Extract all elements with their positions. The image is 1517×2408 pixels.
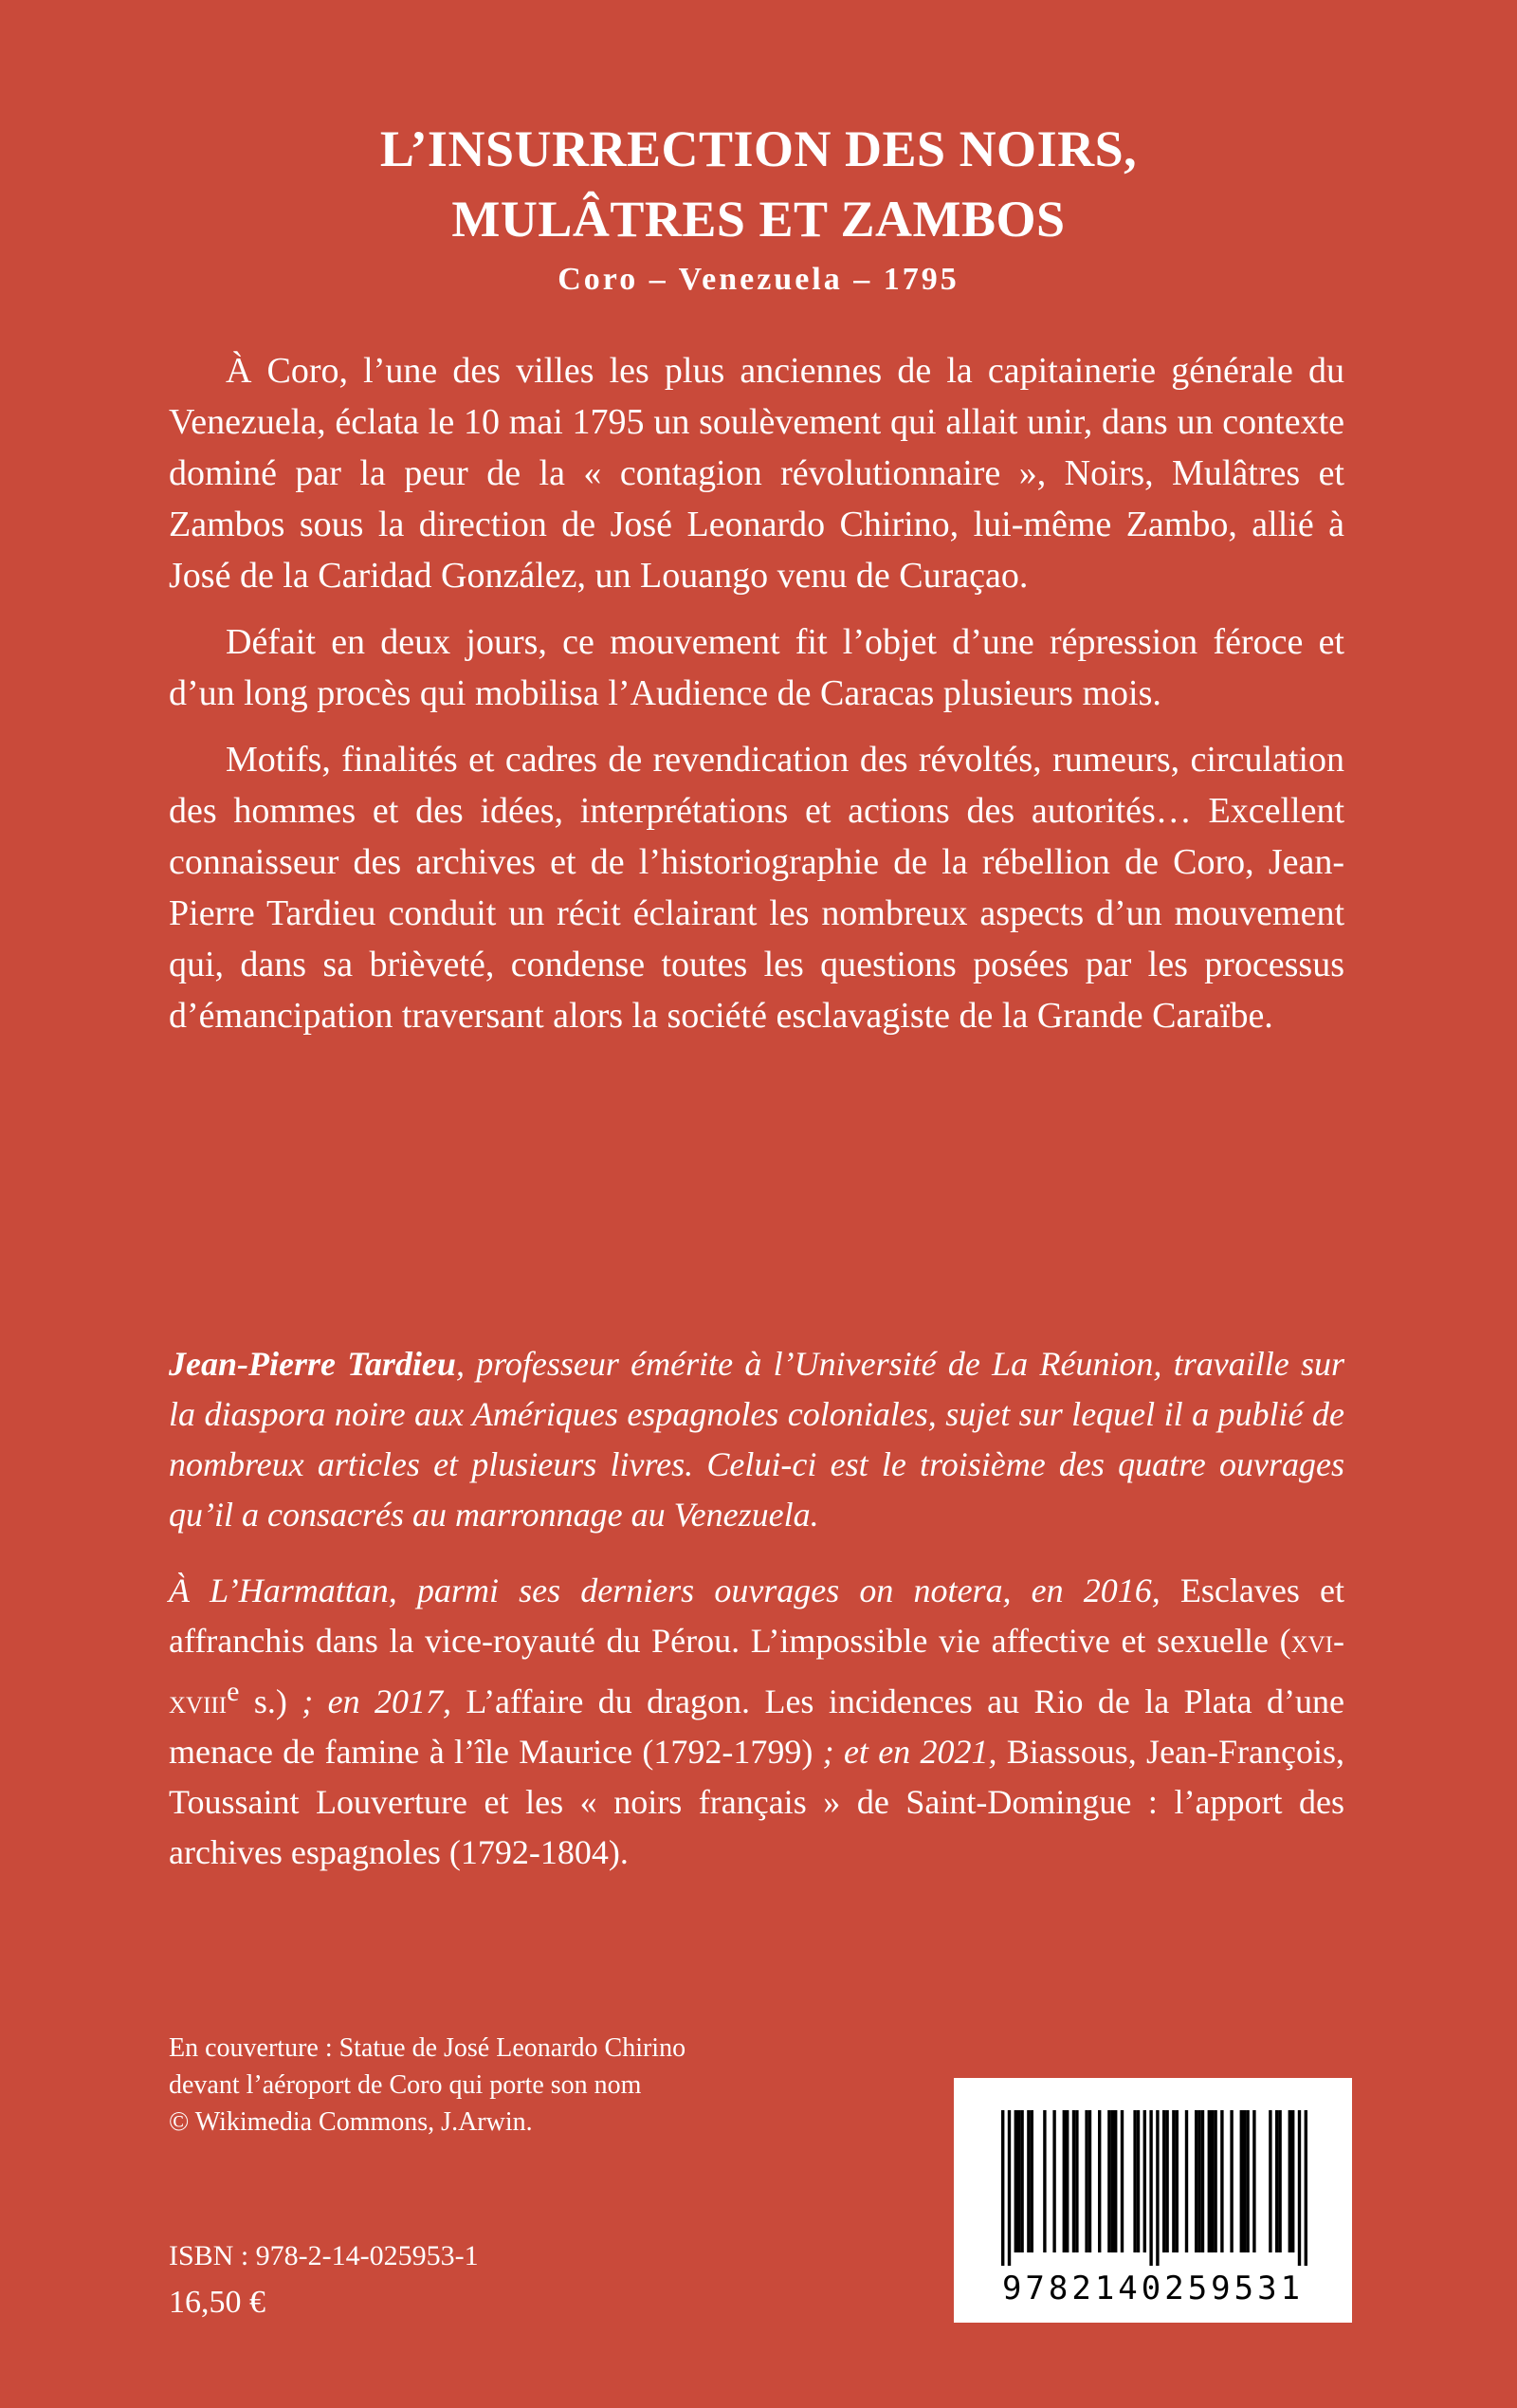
barcode-bar [1289, 2110, 1291, 2252]
barcode-bar [1111, 2110, 1114, 2252]
barcode-bar [1197, 2110, 1200, 2252]
credit-line-1: En couverture : Statue de José Leonardo Chirino [169, 2033, 686, 2063]
book-subtitle: Coro – Venezuela – 1795 [557, 262, 960, 297]
credit-line-2: devant l’aéroport de Coro qui porte son nom [169, 2070, 642, 2100]
author-section [169, 1339, 1344, 1903]
barcode-bar [1172, 2110, 1175, 2252]
barcode-bar [1211, 2110, 1214, 2252]
book-title [0, 114, 1517, 254]
barcode-bar [1165, 2110, 1168, 2252]
barcode-bar [1298, 2110, 1301, 2266]
barcode [954, 2078, 1352, 2323]
barcode-bar [1031, 2110, 1033, 2252]
barcode-bar [1052, 2110, 1055, 2252]
title-line-1: L’INSURRECTION DES NOIRS, [379, 120, 1138, 177]
barcode-bar [1220, 2110, 1223, 2252]
barcode-bar [1275, 2110, 1278, 2252]
barcode-bar [1162, 2110, 1165, 2252]
summary-paragraph-1: À Coro, l’une des villes les plus anciennes de la capitainerie générale du Venezuela, éclata le 10 mai 1795 un soulèvement qui allait unir, dans un contexte dominé par la peur de la « contagion révolutionnaire », Noirs, Mulâtres et Zambos sous la direction de José Leonardo Chirino, lui-même Zambo, allié à José de la Caridad González, un Louango venu de Curaçao. [169, 351, 1344, 596]
barcode-bar [1133, 2110, 1136, 2252]
price: 16,50 € [169, 2285, 265, 2320]
work-1-sup: e [227, 1676, 240, 1707]
barcode-bar [1252, 2110, 1255, 2252]
barcode-bar [1114, 2110, 1117, 2252]
barcode-bars [977, 2110, 1329, 2266]
barcode-bar [1240, 2110, 1243, 2252]
author-name: Jean-Pierre Tardieu [169, 1345, 456, 1383]
barcode-bar [1014, 2110, 1017, 2252]
barcode-bar [1098, 2110, 1101, 2252]
barcode-bar [1075, 2110, 1078, 2252]
work-3-title: Biassous, Jean-François, Toussaint Louverture et les « noirs français » de Saint-Domingue : l’apport des archives espagnoles (1792-1804). [169, 1733, 1344, 1871]
barcode-bar [1291, 2110, 1294, 2252]
author-bio-text: , professeur émérite à l’Université de La Réunion, travaille sur la diaspora noire aux Amériques espagnoles coloniales, sujet sur lequel il a publié de nombreux articles et plusieurs livres. Celui-ci est le troisième des quatre ouvrages qu’il a consacrés au marronnage au Venezuela. [169, 1345, 1344, 1534]
barcode-bar [1201, 2110, 1204, 2252]
works-separator-2017: ; en 2017, [286, 1682, 451, 1720]
barcode-bar [1027, 2110, 1030, 2252]
barcode-bar [1230, 2110, 1233, 2252]
barcode-bar [1143, 2110, 1146, 2252]
author-bio [169, 1339, 1344, 1540]
barcode-bar [1001, 2110, 1004, 2266]
cover-credit [169, 2030, 889, 2141]
barcode-bar [1063, 2110, 1066, 2252]
barcode-bar [1121, 2110, 1124, 2252]
barcode-bar [1043, 2110, 1046, 2252]
work-1-title: Esclaves et affranchis dans la vice-royauté du Pérou. L’impossible vie affective et sexuelle ( [169, 1572, 1344, 1660]
barcode-digits: 9782140259531 [1001, 2270, 1305, 2307]
title-line-2: MULÂTRES ET ZAMBOS [451, 191, 1066, 248]
summary [169, 345, 1344, 1057]
work-2-title: L’affaire du dragon. Les incidences au Rio de la Plata d’une menace de famine à l’île Maurice (1792-1799) [169, 1682, 1345, 1771]
barcode-bar [1156, 2110, 1159, 2266]
barcode-bar [1214, 2110, 1216, 2252]
barcode-bar [1185, 2110, 1188, 2252]
isbn: ISBN : 978-2-14-025953-1 [169, 2240, 479, 2271]
barcode-bar [1066, 2110, 1069, 2252]
barcode-bar [1137, 2110, 1140, 2252]
works-intro: À L’Harmattan, parmi ses derniers ouvrages on notera, en 2016, [169, 1572, 1161, 1609]
works-separator-2021: ; et en 2021, [813, 1733, 997, 1771]
barcode-bar [1072, 2110, 1075, 2252]
barcode-bar [1107, 2110, 1110, 2252]
previous-works [169, 1566, 1344, 1878]
summary-paragraph-3: Motifs, finalités et cadres de revendication des révoltés, rumeurs, circulation des hommes et des idées, interprétations et actions des autorités… Excellent connaisseur des archives et de l’historiographie de la rébellion de Coro, Jean-Pierre Tardieu conduit un récit éclairant les nombreux aspects d’un mouvement qui, dans sa brièveté, condense toutes les questions posées par les processus d’émancipation traversant alors la société esclavagiste de la Grande Caraïbe. [169, 740, 1344, 1036]
barcode-bar [1305, 2110, 1307, 2266]
barcode-bar [1208, 2110, 1211, 2252]
work-1-centuries: xvi-xviii [169, 1622, 1344, 1720]
barcode-bar [1195, 2110, 1197, 2252]
barcode-bar [1017, 2110, 1020, 2252]
work-1-end: s.) [239, 1682, 287, 1720]
barcode-bar [1020, 2110, 1023, 2252]
barcode-bar [1269, 2110, 1271, 2252]
summary-paragraph-2: Défait en deux jours, ce mouvement fit l’objet d’une répression féroce et d’un long procès qui mobilisa l’Audience de Caracas plusieurs mois. [169, 622, 1344, 713]
barcode-bar [1085, 2110, 1087, 2252]
barcode-bar [1278, 2110, 1281, 2252]
barcode-bar [1246, 2110, 1249, 2252]
barcode-bar [1088, 2110, 1091, 2252]
barcode-bar [1008, 2110, 1011, 2266]
barcode-bar [1149, 2110, 1152, 2266]
barcode-bar [1243, 2110, 1246, 2252]
credit-line-3: © Wikimedia Commons, J.Arwin. [169, 2107, 533, 2137]
barcode-bar [1176, 2110, 1179, 2252]
